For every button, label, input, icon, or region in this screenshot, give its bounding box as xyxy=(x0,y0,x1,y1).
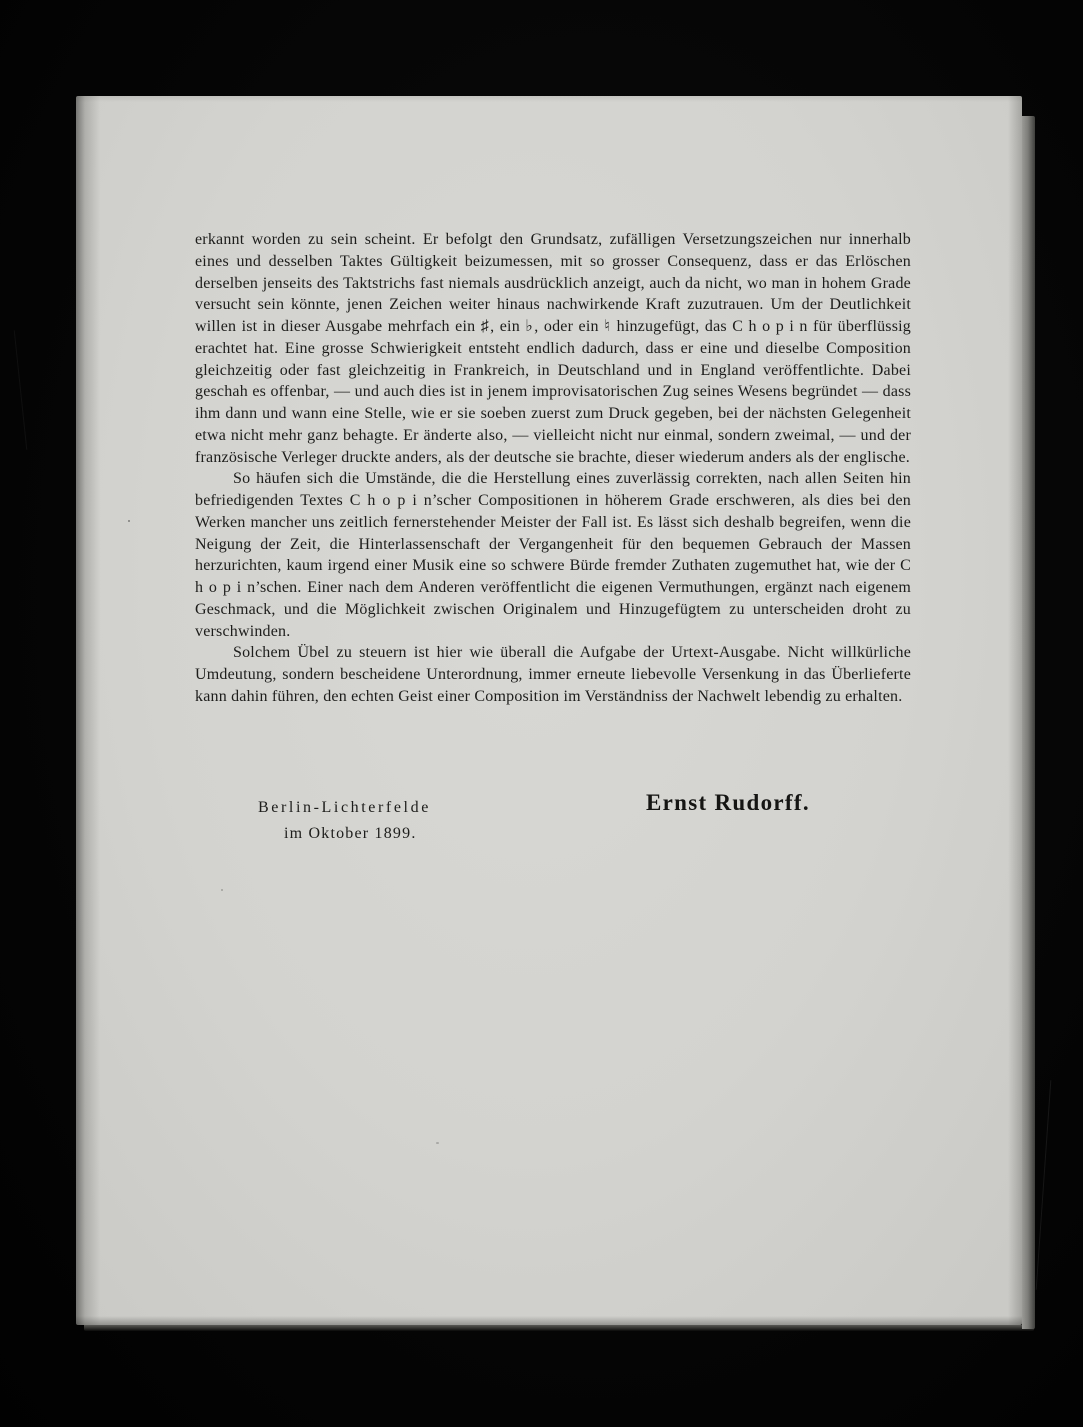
signature-date: im Oktober 1899. xyxy=(284,825,417,842)
scan-speck xyxy=(436,1142,439,1144)
paragraph: Solchem Übel zu steuern ist hier wie überall die Aufgabe der Urtext-Ausgabe. Nicht willkürliche Umdeutung, sondern bescheidene Unterordnung, immer erneute liebevolle Versenkung in das Überlieferte kann dahin führen, den echten Geist einer Composition im Verständniss der Nachwelt lebendig zu erhalten. xyxy=(195,644,911,705)
signature-place: Berlin-Lichterfelde xyxy=(258,799,431,816)
scan-speck xyxy=(221,889,223,891)
paragraph: So häufen sich die Umstände, die die Herstellung eines zuverlässig correkten, nach allen Seiten hin befriedigenden Textes C h o p i n’scher Compositionen in höherem Grade erschweren, als dies bei den Werken mancher uns zeitlich fernerstehender Meister der Fall ist. Es lässt sich deshalb begreifen, wenn die Neigung der Zeit, die Hinterlassenschaft der Vergangenheit für den bequemen Gebrauch der Massen herzurichten, kaum irgend einer Musik eine so schwere Bürde fremder Zuthaten zugemuthet hat, wie der C h o p i n’schen. Einer nach dem Anderen veröffentlicht die eigenen Vermuthungen, ergänzt nach eigenem Geschmack, und die Möglichkeit zwischen Originalem und Hinzugefügtem zu unterscheiden droht zu verschwinden. xyxy=(195,470,911,640)
scan-speck xyxy=(128,520,130,522)
preface-text-block xyxy=(195,229,911,708)
paragraph: erkannt worden zu sein scheint. Er befolgt den Grundsatz, zufälligen Versetzungszeichen nur innerhalb eines und desselben Taktes Gültigkeit beizumessen, mit so grosser Consequenz, dass er das Erlöschen derselben jenseits des Taktstrichs fast niemals ausdrücklich anzeigt, auch da nicht, wo man in hohem Grade versucht sein könnte, jenen Zeichen weiter hinaus nachwirkende Kraft zuzutrauen. Um der Deutlichkeit willen ist in dieser Ausgabe mehrfach ein ♯, ein ♭, oder ein ♮ hinzugefügt, das C h o p i n für überflüssig erachtet hat. Eine grosse Schwierigkeit entsteht endlich dadurch, dass er eine und dieselbe Composition gleichzeitig oder fast gleichzeitig in Frankreich, in Deutschland und in England veröffentlichte. Dabei geschah es offenbar, — und auch dies ist in jenem improvisatorischen Zug seines Wesens begründet — dass ihm dann und wann eine Stelle, wie er sie soeben zuerst zum Druck gegeben, bei der nächsten Gelegenheit etwa nicht mehr ganz behagte. Er änderte also, — vielleicht nicht nur einmal, sondern zweimal, — und der französische Verleger druckte anders, als der deutsche sie brachte, dieser wiederum anders als der englische. xyxy=(195,231,911,466)
signature-name: Ernst Rudorff. xyxy=(646,790,810,815)
scanned-page xyxy=(76,96,1022,1325)
